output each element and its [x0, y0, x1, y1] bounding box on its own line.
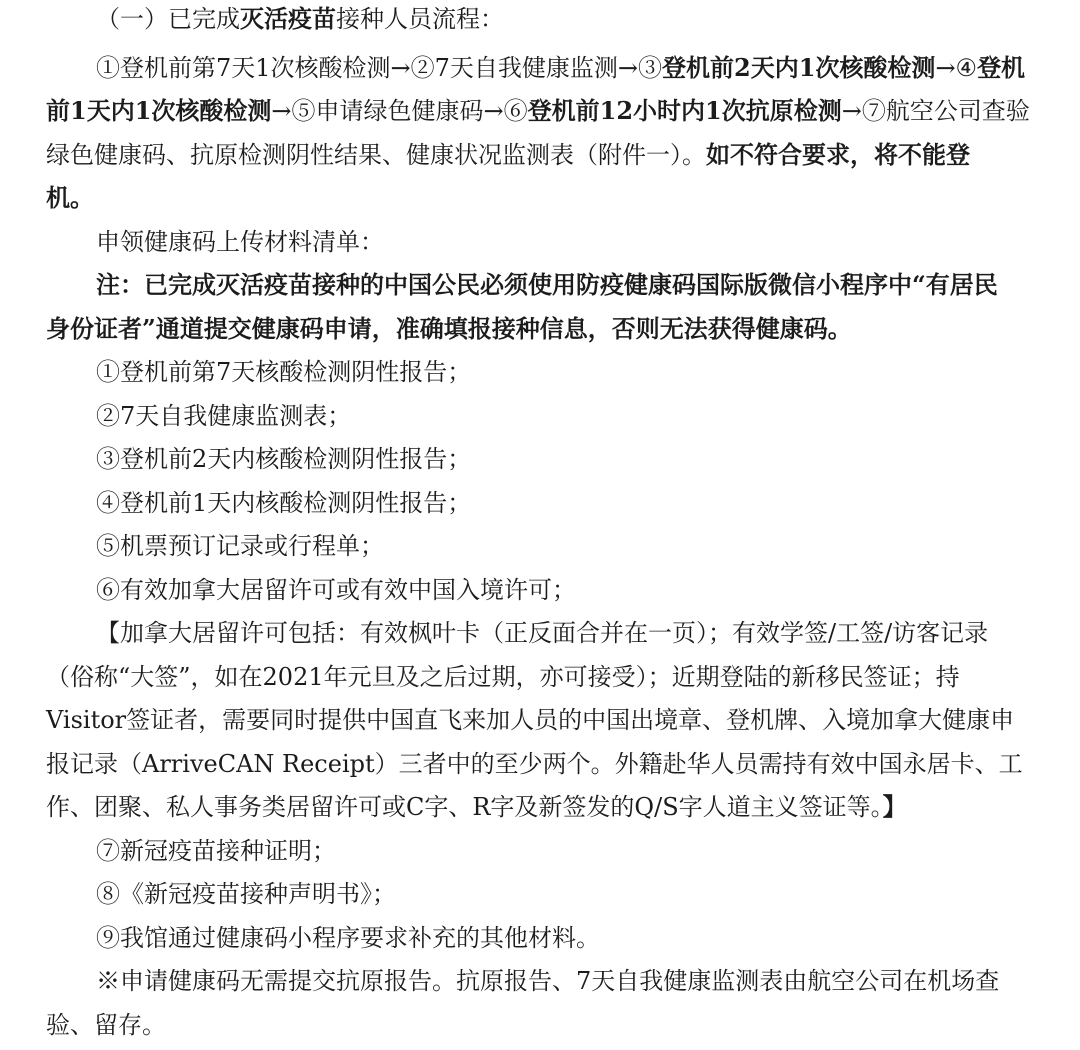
materials-heading: 申领健康码上传材料清单：	[96, 228, 384, 256]
section-title-suffix: 接种人员流程：	[336, 5, 504, 33]
process-step-text: →⑦航空公司查验	[841, 97, 1030, 125]
process-step-text: →⑤申请绿色健康码→⑥	[271, 97, 528, 125]
permit-line-3: Visitor签证者，需要同时提供中国直飞来加人员的中国出境章、登机牌、入境加拿大健康申	[46, 706, 1015, 734]
process-warning: 如不符合要求，将不能登	[706, 140, 970, 169]
process-line-2	[46, 96, 1030, 126]
process-step-text: ①登机前第7天1次核酸检测→②7天自我健康监测→③	[96, 54, 663, 82]
list-item: ②7天自我健康监测表；	[96, 402, 352, 430]
note-line-1: 注：已完成灭活疫苗接种的中国公民必须使用防疫健康码国际版微信小程序中“有居民	[96, 270, 998, 299]
permit-line-2: （俗称“大签”，如在2021年元旦及之后过期，亦可接受）；近期登陆的新移民签证；持	[46, 663, 960, 691]
list-item: ③登机前2天内核酸检测阴性报告；	[96, 445, 472, 473]
process-step-text: 绿色健康码、抗原检测阴性结果、健康状况监测表（附件一）。	[46, 141, 706, 169]
list-item: ⑥有效加拿大居留许可或有效中国入境许可；	[96, 576, 576, 604]
permit-close-bracket: 】	[882, 792, 907, 821]
process-step-bold: 前1天内1次核酸检测	[46, 96, 272, 125]
list-item: ①登机前第7天核酸检测阴性报告；	[96, 358, 472, 386]
list-item: ⑧《新冠疫苗接种声明书》；	[96, 880, 396, 908]
process-line-1	[96, 53, 1025, 83]
section-title	[96, 4, 504, 34]
section-title-prefix: （一）已完成	[96, 5, 240, 33]
process-warning-end: 机。	[46, 183, 94, 212]
footnote-line-2: 验、留存。	[46, 1011, 166, 1039]
permit-line-5	[46, 792, 907, 822]
note-line-2: 身份证者”通道提交健康码申请，准确填报接种信息，否则无法获得健康码。	[46, 314, 852, 343]
process-line-3	[46, 140, 970, 170]
list-item: ④登机前1天内核酸检测阴性报告；	[96, 489, 472, 517]
list-item: ⑤机票预订记录或行程单；	[96, 532, 384, 560]
process-step-text: →④	[935, 54, 978, 82]
permit-text: 作、团聚、私人事务类居留许可或C字、R字及新签发的Q/S字人道主义签证等。	[46, 793, 883, 821]
process-step-bold: 登机前2天内1次核酸检测	[662, 53, 936, 82]
process-step-bold: 登机前12小时内1次抗原检测	[527, 96, 842, 125]
section-title-bold: 灭活疫苗	[240, 4, 336, 33]
footnote-line-1: ※申请健康码无需提交抗原报告。抗原报告、7天自我健康监测表由航空公司在机场查	[96, 967, 1000, 995]
permit-line-4: 报记录（ArriveCAN Receipt）三者中的至少两个。外籍赴华人员需持有效中国永居卡、工	[46, 750, 1023, 778]
process-step-bold: 登机	[977, 53, 1026, 82]
list-item: ⑦新冠疫苗接种证明；	[96, 837, 336, 865]
process-line-4	[46, 183, 94, 213]
list-item: ⑨我馆通过健康码小程序要求补充的其他材料。	[96, 924, 600, 952]
permit-line-1: 【加拿大居留许可包括：有效枫叶卡（正反面合并在一页）；有效学签/工签/访客记录	[96, 619, 989, 647]
